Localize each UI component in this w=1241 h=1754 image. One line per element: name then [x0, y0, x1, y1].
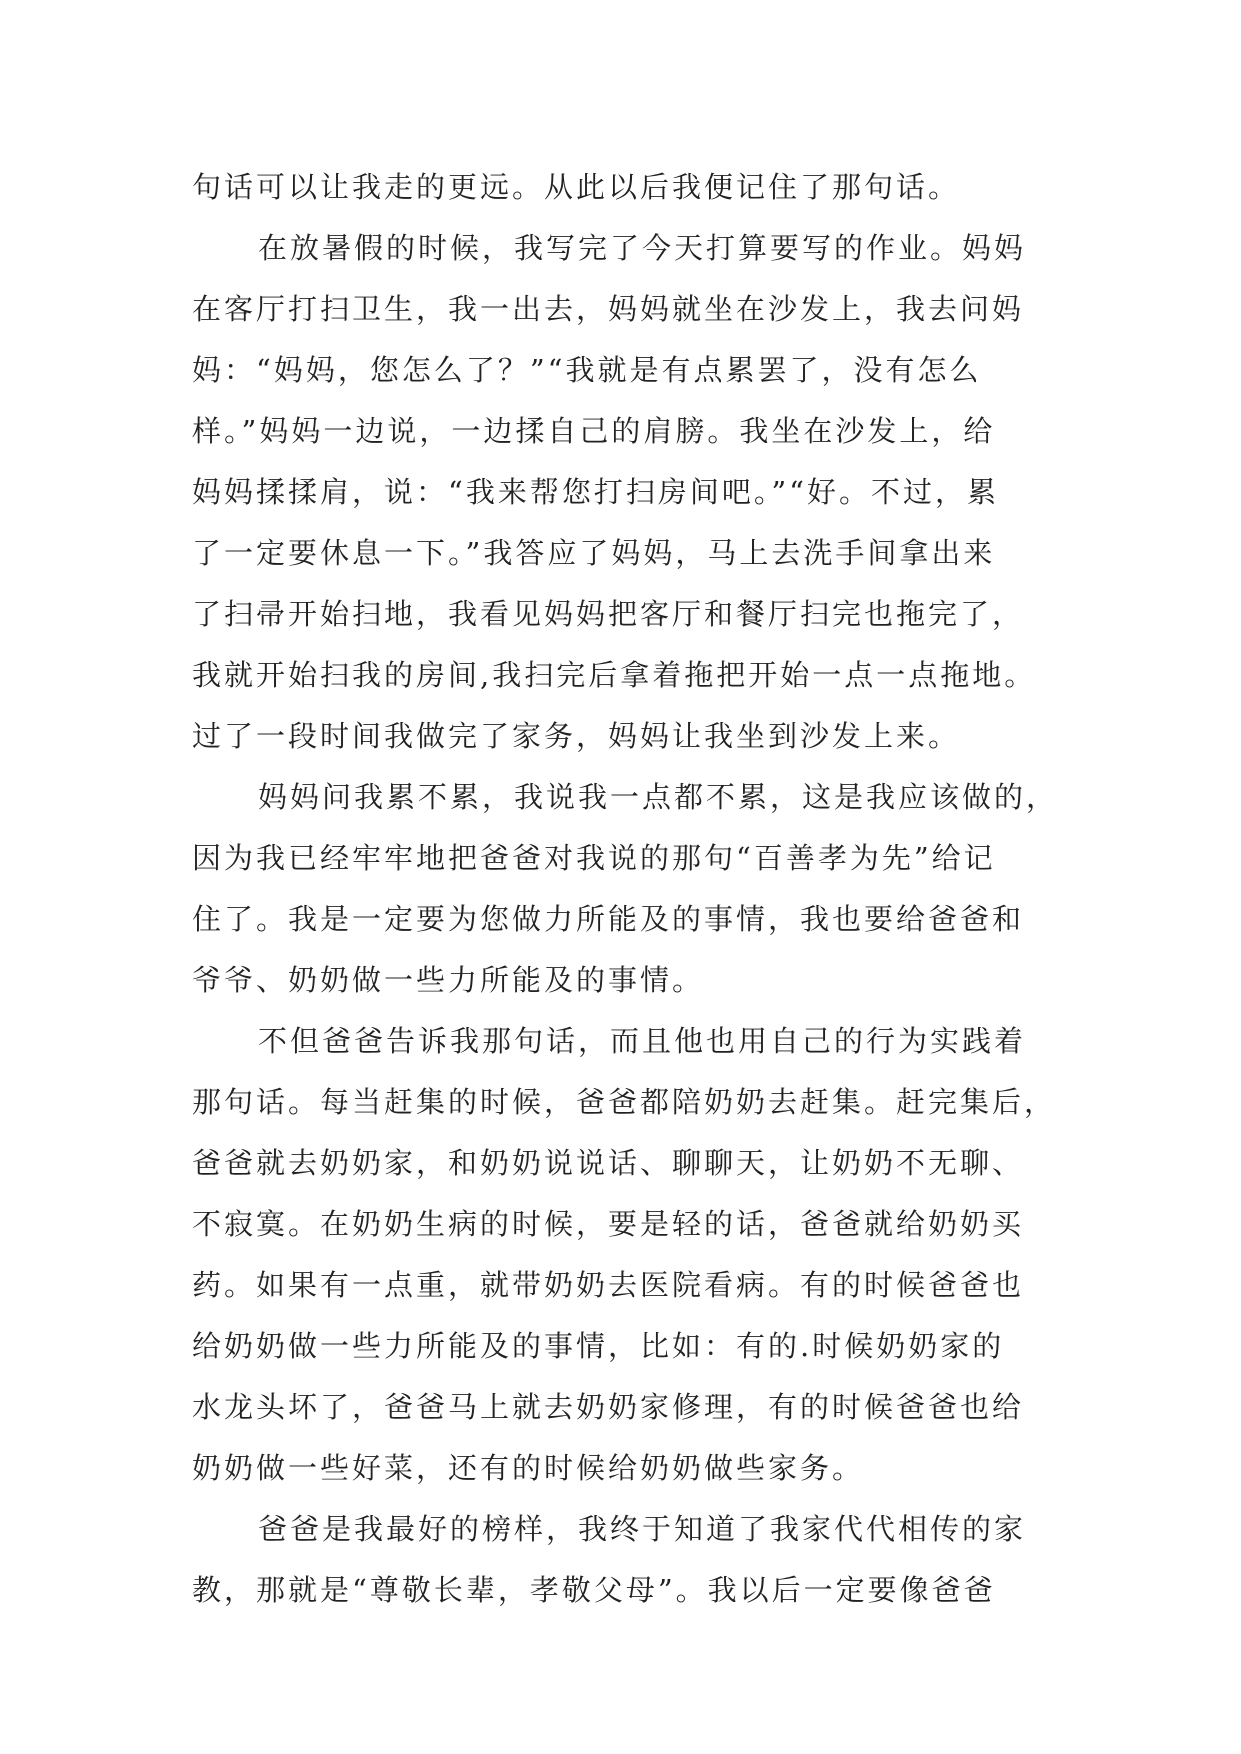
- text-line: 那句话。每当赶集的时候，爸爸都陪奶奶去赶集。赶完集后，: [192, 1085, 1057, 1119]
- text-line: 句话可以让我走的更远。从此以后我便记住了那句话。: [192, 170, 961, 204]
- text-line: 不但爸爸告诉我那句话，而且他也用自己的行为实践着: [258, 1024, 1027, 1058]
- text-line: 我就开始扫我的房间,我扫完后拿着拖把开始一点一点拖地。: [192, 658, 1037, 692]
- text-line: 药。如果有一点重，就带奶奶去医院看病。有的时候爸爸也: [192, 1268, 1025, 1302]
- text-line: 妈：“妈妈，您怎么了？”“我就是有点累罢了，没有怎么: [192, 353, 982, 387]
- text-line: 过了一段时间我做完了家务，妈妈让我坐到沙发上来。: [192, 719, 961, 753]
- text-line: 在客厅打扫卫生，我一出去，妈妈就坐在沙发上，我去问妈: [192, 292, 1025, 326]
- text-line: 因为我已经牢牢地把爸爸对我说的那句“百善孝为先”给记: [192, 841, 996, 875]
- text-line: 爸爸就去奶奶家，和奶奶说说话、聊聊天，让奶奶不无聊、: [192, 1146, 1025, 1180]
- text-line: 不寂寞。在奶奶生病的时候，要是轻的话，爸爸就给奶奶买: [192, 1207, 1025, 1241]
- text-line: 妈妈揉揉肩，说：“我来帮您打扫房间吧。”“好。不过，累: [192, 475, 999, 509]
- text-line: 奶奶做一些好菜，还有的时候给奶奶做些家务。: [192, 1451, 865, 1485]
- text-line: 给奶奶做一些力所能及的事情，比如：有的.时候奶奶家的: [192, 1329, 1005, 1363]
- text-line: 了一定要休息一下。”我答应了妈妈，马上去洗手间拿出来: [192, 536, 996, 570]
- text-line: 教，那就是“尊敬长辈，孝敬父母”。我以后一定要像爸爸: [192, 1573, 996, 1607]
- text-line: 在放暑假的时候，我写完了今天打算要写的作业。妈妈: [258, 231, 1027, 265]
- text-line: 了扫帚开始扫地，我看见妈妈把客厅和餐厅扫完也拖完了，: [192, 597, 1025, 631]
- text-line: 样。”妈妈一边说，一边揉自己的肩膀。我坐在沙发上，给: [192, 414, 996, 448]
- text-line: 爷爷、奶奶做一些力所能及的事情。: [192, 963, 705, 997]
- text-line: 妈妈问我累不累，我说我一点都不累，这是我应该做的，: [258, 780, 1059, 814]
- text-line: 水龙头坏了，爸爸马上就去奶奶家修理，有的时候爸爸也给: [192, 1390, 1025, 1424]
- document-body: [192, 157, 1067, 1621]
- text-line: 住了。我是一定要为您做力所能及的事情，我也要给爸爸和: [192, 902, 1025, 936]
- text-line: 爸爸是我最好的榜样，我终于知道了我家代代相传的家: [258, 1512, 1027, 1546]
